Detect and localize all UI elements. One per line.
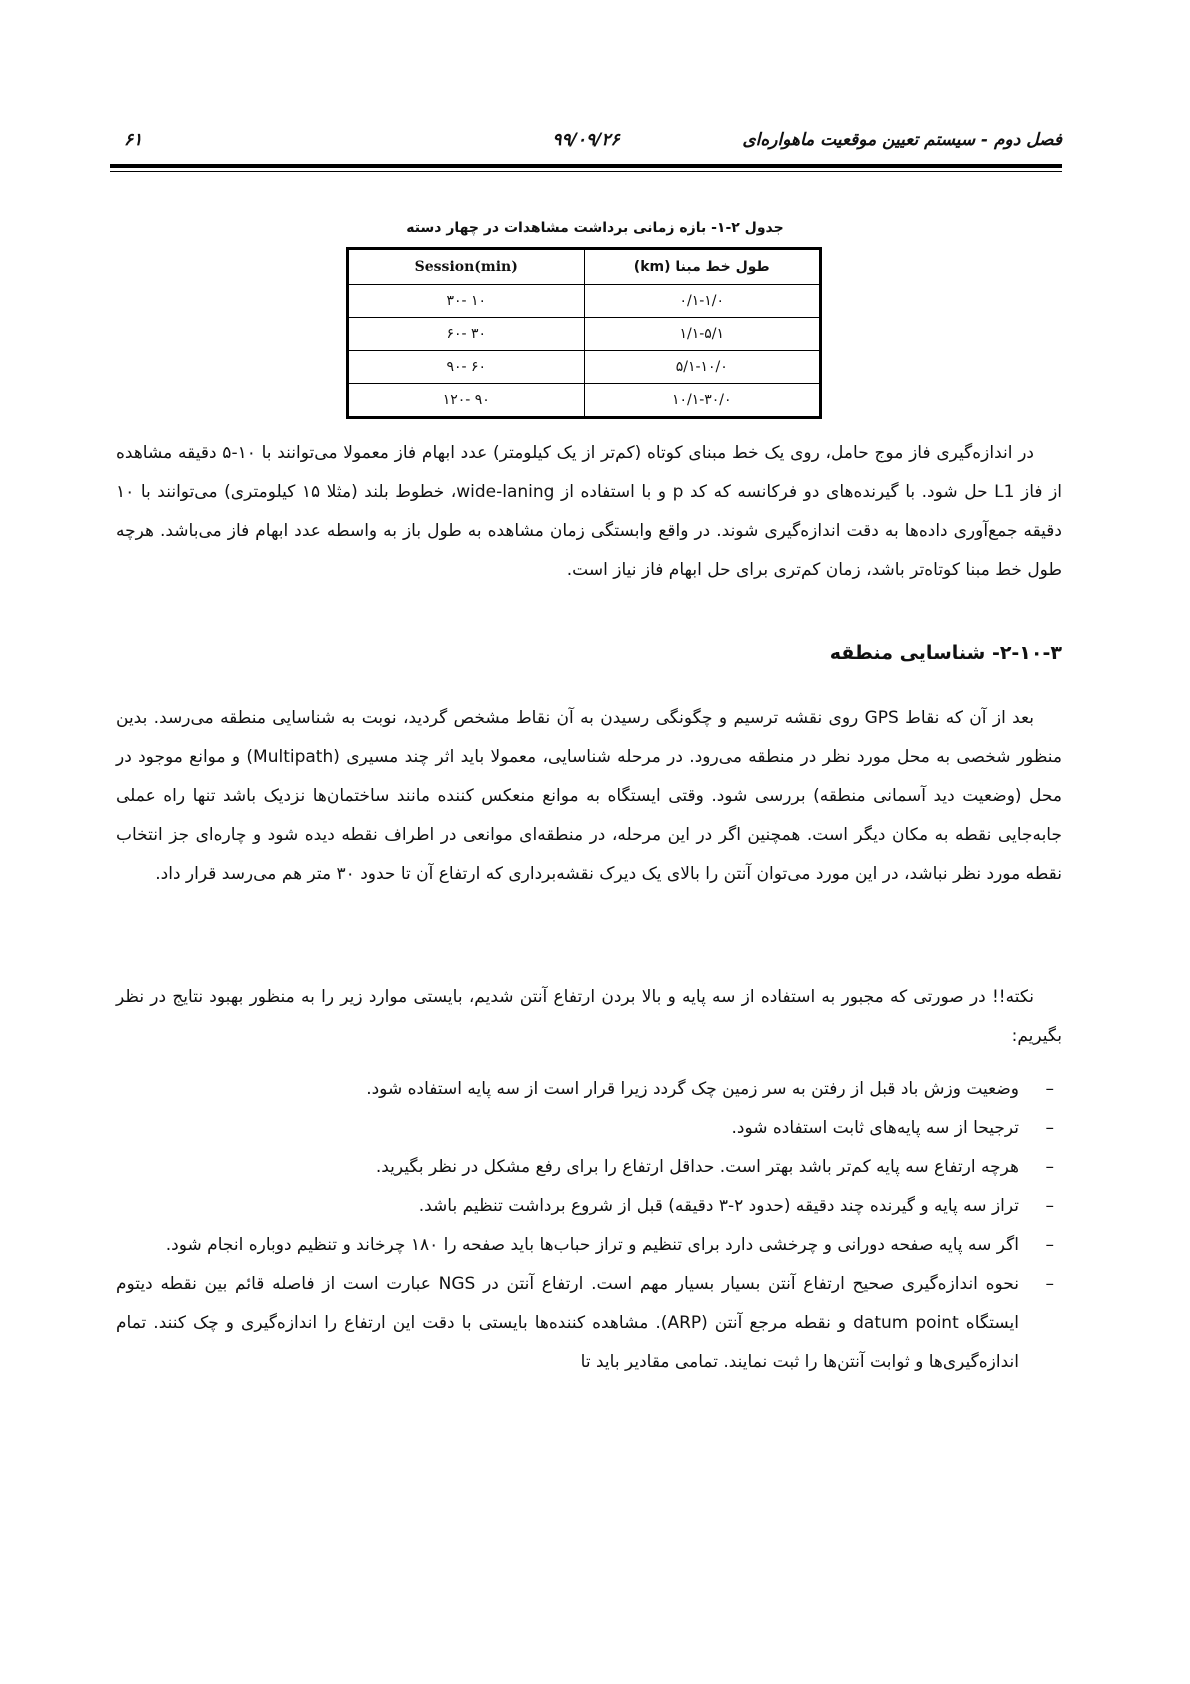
list-item	[116, 1109, 1062, 1148]
header-rule-thick	[110, 164, 1062, 168]
body-paragraph	[116, 434, 1062, 590]
page-number: ۶۱	[124, 130, 143, 150]
list-item	[116, 1187, 1062, 1226]
table-cell: ۱۰/۱-۳۰/۰	[584, 384, 821, 418]
list-item	[116, 1148, 1062, 1187]
bullet-dash: –	[1045, 1118, 1054, 1138]
paragraph-reconnaissance: بعد از آن که نقاط GPS روی نقشه ترسیم و چگونگی رسیدن به آن نقاط مشخص گردید، نوبت به شناسایی منطقه می‌رسد. بدین منظور شخصی به محل مورد نظر در منطقه می‌رود. در مرحله شناسایی، معمولا باید اثر چند مسیری (Multipath) و موانع موجود در محل (وضعیت دید آسمانی منطقه) بررسی شود. وقتی ایستگاه به موانع منعکس کننده مانند ساختمان‌ها نزدیک باشد تنها راه عملی جابه‌جایی نقطه به مکان دیگر است. همچنین اگر در این مرحله، در منطقه‌ای موانعی در اطراف نقطه دیده شود و چاره‌ای جز انتخاب نقطه مورد نظر نباشد، در این مورد می‌توان آنتن را بالای یک دیرک نقشه‌برداری که ارتفاع آن تا حدود ۳۰ متر هم می‌رسد قرار داد.	[116, 708, 1062, 884]
bullet-list	[116, 1070, 1062, 1382]
list-item-text: نحوه اندازه‌گیری صحیح ارتفاع آنتن بسیار بسیار مهم است. ارتفاع آنتن در NGS عبارت است از فاصله قائم بین نقطه دیتوم ایستگاه datum point و نقطه مرجع آنتن (ARP). مشاهده کننده‌ها بایستی با دقت این ارتفاع را اندازه‌گیری و چک کنند. تمام اندازه‌گیری‌ها و ثوابت آنتن‌ها را ثبت نمایند. تمامی مقادیر باید تا	[116, 1274, 1020, 1372]
table-row	[348, 384, 821, 418]
paragraph-note: نکته!! در صورتی که مجبور به استفاده از سه پایه و بالا بردن ارتفاع آنتن شدیم، بایستی موارد زیر را به منظور بهبود نتایج در نظر بگیریم:	[116, 987, 1062, 1046]
list-item	[116, 1070, 1062, 1109]
column-header-session: Session(min)	[348, 249, 585, 285]
body-paragraph	[116, 699, 1062, 894]
table-cell: ۶۰ -۹۰	[348, 351, 585, 384]
column-header-baseline: طول خط مبنا (km)	[584, 249, 821, 285]
list-item	[116, 1265, 1062, 1382]
list-item-text: ترجیحا از سه پایه‌های ثابت استفاده شود.	[731, 1118, 1019, 1138]
table-row	[348, 351, 821, 384]
bullet-dash: –	[1045, 1274, 1054, 1294]
bullet-dash: –	[1045, 1196, 1054, 1216]
table-caption: جدول ۲-۱- بازه زمانی برداشت مشاهدات در چهار دسته	[406, 220, 784, 236]
bullet-dash: –	[1045, 1235, 1054, 1255]
list-item-text: هرچه ارتفاع سه پایه کم‌تر باشد بهتر است. حداقل ارتفاع را برای رفع مشکل در نظر بگیرید.	[375, 1157, 1019, 1177]
chapter-title: فصل دوم - سیستم تعیین موقعیت ماهواره‌ای	[742, 130, 1062, 150]
bullet-dash: –	[1045, 1079, 1054, 1099]
table-header-row	[348, 249, 821, 285]
table-cell: ۱/۱-۵/۱	[584, 318, 821, 351]
list-item	[116, 1226, 1062, 1265]
header-date: ۹۹/۰۹/۲۶	[552, 130, 620, 150]
list-item-text: اگر سه پایه صفحه دورانی و چرخشی دارد برای تنظیم و تراز حباب‌ها باید صفحه را ۱۸۰ چرخاند و تنظیم دوباره انجام شود.	[165, 1235, 1019, 1255]
list-item-text: وضعیت وزش باد قبل از رفتن به سر زمین چک گردد زیرا قرار است از سه پایه استفاده شود.	[366, 1079, 1019, 1099]
page-header	[110, 130, 1062, 160]
body-paragraph	[116, 978, 1062, 1056]
table-cell: ۵/۱-۱۰/۰	[584, 351, 821, 384]
header-rule-thin	[110, 171, 1062, 172]
table-cell: ۹۰ -۱۲۰	[348, 384, 585, 418]
table-cell: ۰/۱-۱/۰	[584, 285, 821, 318]
section-heading: ۲-۱۰-۳- شناسایی منطقه	[829, 642, 1062, 664]
session-table	[346, 247, 822, 419]
paragraph-ambiguity: در اندازه‌گیری فاز موج حامل، روی یک خط مبنای کوتاه (کم‌تر از یک کیلومتر) عدد ابهام فاز معمولا می‌توانند با ۱۰-۵ دقیقه مشاهده از فاز L1 حل شود. با گیرنده‌های دو فرکانسه که کد p و با استفاده از wide-laning، خطوط بلند (مثلا ۱۵ کیلومتری) می‌توانند با ۱۰ دقیقه جمع‌آوری داده‌ها به دقت اندازه‌گیری شوند. در واقع وابستگی زمان مشاهده به طول باز به واسطه عدد ابهام فاز می‌باشد. هرچه طول خط مبنا کوتاه‌تر باشد، زمان کم‌تری برای حل ابهام فاز نیاز است.	[116, 443, 1063, 580]
table-row	[348, 318, 821, 351]
table-cell: ۱۰ -۳۰	[348, 285, 585, 318]
list-item-text: تراز سه پایه و گیرنده چند دقیقه (حدود ۲-۳ دقیقه) قبل از شروع برداشت تنظیم باشد.	[418, 1196, 1019, 1216]
bullet-dash: –	[1045, 1157, 1054, 1177]
table-cell: ۳۰ -۶۰	[348, 318, 585, 351]
table-row	[348, 285, 821, 318]
